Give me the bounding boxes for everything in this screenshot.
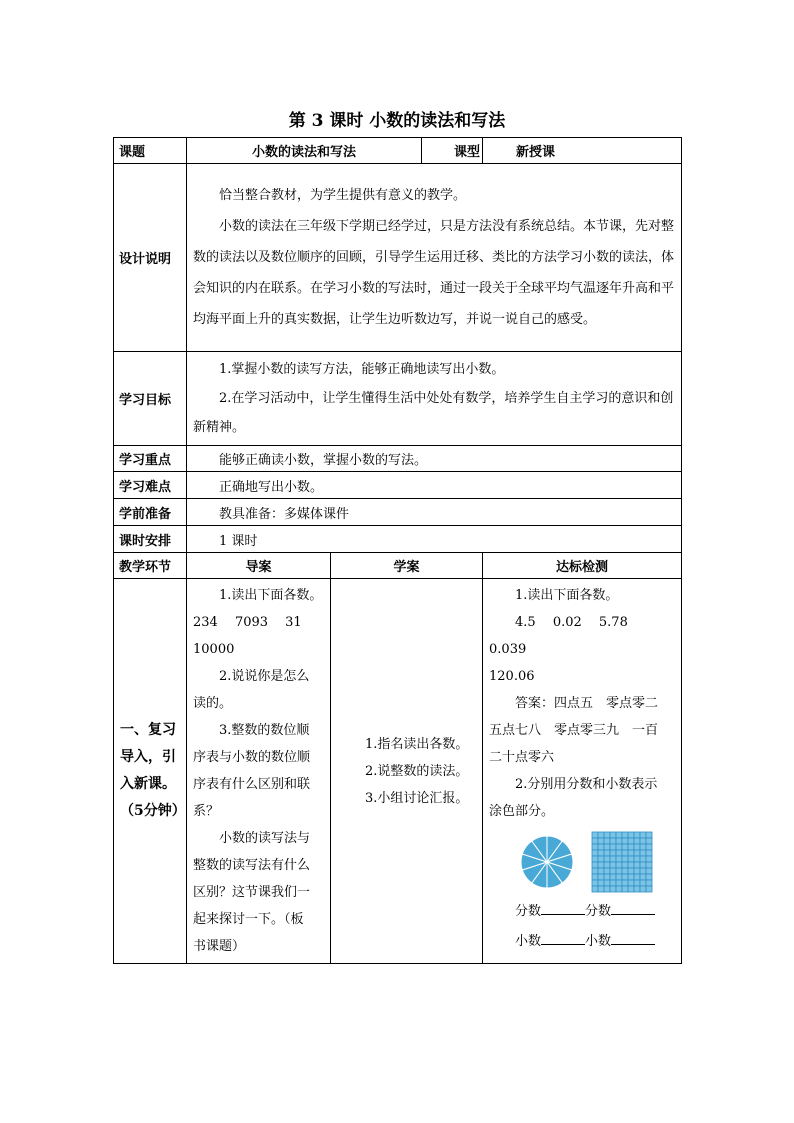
type-label: 课型 xyxy=(422,138,483,164)
grid-cell xyxy=(628,880,634,886)
stage1-label-line: 入新课。 xyxy=(120,776,176,792)
design-paragraph: 恰当整合教材，为学生提供有意义的教学。 xyxy=(219,188,467,203)
grid-cell xyxy=(622,856,628,862)
fraction-blank-2[interactable] xyxy=(611,898,655,915)
design-row xyxy=(114,164,682,352)
xuean-line: 2.说整数的读法。 xyxy=(365,763,469,779)
grid-cell xyxy=(628,874,634,880)
grid-cell xyxy=(616,856,622,862)
fraction-blanks xyxy=(489,897,675,927)
grid-cell xyxy=(646,850,652,856)
daoan-line: 系？ xyxy=(193,804,220,819)
grid-cell xyxy=(592,856,598,862)
grid-cell xyxy=(628,886,634,892)
design-paragraph: 小数的读法在三年级下学期已经学过，只是方法没有系统总结。本节课，先对整数的读法以及数位顺序的回顾，引导学生运用迁移、类比的方法学习小数的读法，体会知识的内在联系。在学习小数的写法时，通过一段关于全球平均气温逐年升高和平均海平面上升的真实数据，让学生边听数边写，并说一说自己的感受。 xyxy=(193,219,675,327)
daoan-line: 1.读出下面各数。 xyxy=(219,588,323,603)
grid-cell xyxy=(592,838,598,844)
dabiao-q2: 2.分别用分数和小数表示 xyxy=(515,777,658,792)
daoan-line: 起来探讨一下。（板 xyxy=(193,912,304,927)
grid-cell xyxy=(616,862,622,868)
grid-cell xyxy=(646,862,652,868)
grid-cell xyxy=(646,844,652,850)
type-value: 新授课 xyxy=(483,138,682,164)
grid-cell xyxy=(616,844,622,850)
grid-cell xyxy=(640,838,646,844)
grid-cell xyxy=(610,874,616,880)
grid-cell xyxy=(646,856,652,862)
grid-cell xyxy=(634,874,640,880)
grid-cell xyxy=(634,832,640,838)
design-label: 设计说明 xyxy=(114,164,187,352)
shaded-figures xyxy=(489,825,675,897)
schedule-label: 课时安排 xyxy=(114,526,187,553)
shaded-circle-figure xyxy=(519,834,575,890)
grid-cell xyxy=(616,838,622,844)
shaded-grid-figure xyxy=(591,831,653,893)
lesson-plan-table xyxy=(113,137,682,964)
topic-label: 课题 xyxy=(114,138,187,164)
grid-cell xyxy=(598,850,604,856)
grid-cell xyxy=(640,868,646,874)
grid-cell xyxy=(598,862,604,868)
grid-cell xyxy=(598,874,604,880)
daoan-line: 区别？这节课我们一 xyxy=(193,885,311,900)
grid-cell xyxy=(604,856,610,862)
daoan-line: 序表有什么区别和联 xyxy=(193,777,311,792)
dabiao-numbers: 4.5 0.02 5.78 0.039 xyxy=(489,615,645,657)
stage1-daoan xyxy=(187,579,331,964)
key-value: 能够正确读小数，掌握小数的写法。 xyxy=(187,446,682,472)
decimal-label: 小数 xyxy=(585,934,612,949)
grid-cell xyxy=(598,838,604,844)
grid-cell xyxy=(634,862,640,868)
grid-cell xyxy=(640,850,646,856)
daoan-line: 书课题） xyxy=(193,939,246,954)
grid-cell xyxy=(634,886,640,892)
grid-cell xyxy=(646,880,652,886)
grid-cell xyxy=(640,862,646,868)
grid-cell xyxy=(640,832,646,838)
stage1-dabiao xyxy=(483,579,682,964)
grid-cell xyxy=(604,886,610,892)
grid-cell xyxy=(628,844,634,850)
fraction-blank-1[interactable] xyxy=(541,898,585,915)
grid-cell xyxy=(640,880,646,886)
grid-cell xyxy=(640,874,646,880)
stage1-label-line: 导入，引 xyxy=(120,749,176,765)
grid-cell xyxy=(610,844,616,850)
xuean-column-label: 学案 xyxy=(331,553,483,579)
decimal-blank-1[interactable] xyxy=(541,928,585,945)
dabiao-answer: 二十点零六 xyxy=(489,750,555,765)
grid-cell xyxy=(634,868,640,874)
columns-header-row xyxy=(114,553,682,579)
prep-value: 教具准备：多媒体课件 xyxy=(187,499,682,526)
grid-cell xyxy=(616,886,622,892)
grid-cell xyxy=(610,880,616,886)
fraction-label: 分数 xyxy=(585,904,612,919)
daoan-line: 10000 xyxy=(193,642,235,657)
grid-cell xyxy=(640,844,646,850)
grid-cell xyxy=(598,886,604,892)
grid-cell xyxy=(592,886,598,892)
grid-cell xyxy=(616,832,622,838)
grid-cell xyxy=(604,874,610,880)
daoan-line: 读的。 xyxy=(193,696,233,711)
grid-cell xyxy=(610,886,616,892)
topic-row xyxy=(114,138,682,164)
grid-cell xyxy=(628,850,634,856)
grid-cell xyxy=(646,832,652,838)
daoan-line: 2.说说你是怎么 xyxy=(219,669,310,684)
grid-cell xyxy=(592,850,598,856)
grid-cell xyxy=(640,886,646,892)
grid-cell xyxy=(616,880,622,886)
stage1-label xyxy=(114,579,187,964)
key-row xyxy=(114,446,682,472)
stage1-label-line: （5分钟） xyxy=(120,803,186,819)
grid-cell xyxy=(628,832,634,838)
grid-cell xyxy=(628,862,634,868)
dabiao-q1: 1.读出下面各数。 xyxy=(515,588,619,603)
grid-cell xyxy=(640,856,646,862)
grid-cell xyxy=(634,838,640,844)
fraction-label: 分数 xyxy=(515,904,542,919)
grid-cell xyxy=(634,850,640,856)
key-label: 学习重点 xyxy=(114,446,187,472)
grid-cell xyxy=(646,868,652,874)
grid-cell xyxy=(610,862,616,868)
grid-cell xyxy=(592,862,598,868)
grid-cell xyxy=(610,856,616,862)
grid-cell xyxy=(610,868,616,874)
stage1-xuean xyxy=(331,579,483,964)
goals-label: 学习目标 xyxy=(114,352,187,446)
grid-cell xyxy=(616,868,622,874)
grid-cell xyxy=(610,838,616,844)
grid-cell xyxy=(604,880,610,886)
grid-cell xyxy=(592,844,598,850)
prep-label: 学前准备 xyxy=(114,499,187,526)
stage1-row xyxy=(114,579,682,964)
grid-cell xyxy=(592,868,598,874)
grid-cell xyxy=(598,844,604,850)
grid-cell xyxy=(628,838,634,844)
difficult-label: 学习难点 xyxy=(114,472,187,499)
grid-cell xyxy=(604,868,610,874)
grid-cell xyxy=(604,850,610,856)
grid-cell xyxy=(592,880,598,886)
design-content xyxy=(187,164,682,352)
prep-row xyxy=(114,499,682,526)
grid-cell xyxy=(598,856,604,862)
dabiao-answer: 五点七八 零点零三九 一百 xyxy=(489,723,659,738)
grid-cell xyxy=(604,862,610,868)
grid-cell xyxy=(622,850,628,856)
grid-cell xyxy=(598,868,604,874)
grid-cell xyxy=(592,832,598,838)
dabiao-q2: 涂色部分。 xyxy=(489,804,555,819)
grid-cell xyxy=(646,874,652,880)
grid-cell xyxy=(628,868,634,874)
dabiao-numbers: 120.06 xyxy=(489,669,535,684)
schedule-value: 1 课时 xyxy=(187,526,682,553)
goals-row xyxy=(114,352,682,446)
page-title: 第 3 课时 小数的读法和写法 xyxy=(288,111,506,131)
daoan-line: 整数的读写法有什么 xyxy=(193,858,311,873)
daoan-line: 小数的读写法与 xyxy=(219,831,311,846)
grid-cell xyxy=(622,886,628,892)
dabiao-column-label: 达标检测 xyxy=(483,553,682,579)
grid-cell xyxy=(634,880,640,886)
difficult-row xyxy=(114,472,682,499)
grid-cell xyxy=(604,832,610,838)
grid-cell xyxy=(616,850,622,856)
grid-cell xyxy=(604,844,610,850)
grid-cell xyxy=(616,874,622,880)
goals-content xyxy=(187,352,682,446)
dabiao-answer: 答案：四点五 零点零二 xyxy=(515,696,659,711)
stage1-label-line: 一、复习 xyxy=(120,722,176,738)
goal-item: 2.在学习活动中，让学生懂得生活中处处有数学，培养学生自主学习的意识和创新精神。 xyxy=(193,391,674,435)
grid-cell xyxy=(598,832,604,838)
difficult-value: 正确地写出小数。 xyxy=(187,472,682,499)
grid-cell xyxy=(622,832,628,838)
grid-cell xyxy=(622,868,628,874)
grid-cell xyxy=(622,862,628,868)
grid-cell xyxy=(646,838,652,844)
grid-cell xyxy=(622,844,628,850)
grid-cell xyxy=(604,838,610,844)
stage-column-label: 教学环节 xyxy=(114,553,187,579)
grid-cell xyxy=(598,880,604,886)
xuean-line: 3.小组讨论汇报。 xyxy=(365,790,469,806)
daoan-column-label: 导案 xyxy=(187,553,331,579)
grid-cell xyxy=(622,880,628,886)
xuean-line: 1.指名读出各数。 xyxy=(365,736,469,752)
decimal-blanks xyxy=(489,927,675,957)
grid-cell xyxy=(622,838,628,844)
grid-cell xyxy=(646,886,652,892)
grid-cell xyxy=(634,856,640,862)
grid-cell xyxy=(622,874,628,880)
grid-cell xyxy=(610,850,616,856)
grid-cell xyxy=(592,874,598,880)
daoan-line: 序表与小数的数位顺 xyxy=(193,750,311,765)
daoan-line: 3.整数的数位顺 xyxy=(219,723,310,738)
schedule-row xyxy=(114,526,682,553)
decimal-label: 小数 xyxy=(515,934,542,949)
grid-cell xyxy=(634,844,640,850)
grid-cell xyxy=(628,856,634,862)
topic-value: 小数的读法和写法 xyxy=(187,138,422,164)
daoan-line: 234 7093 31 xyxy=(193,615,302,630)
goal-item: 1.掌握小数的读写方法，能够正确地读写出小数。 xyxy=(219,362,505,377)
decimal-blank-2[interactable] xyxy=(611,928,655,945)
grid-cell xyxy=(610,832,616,838)
